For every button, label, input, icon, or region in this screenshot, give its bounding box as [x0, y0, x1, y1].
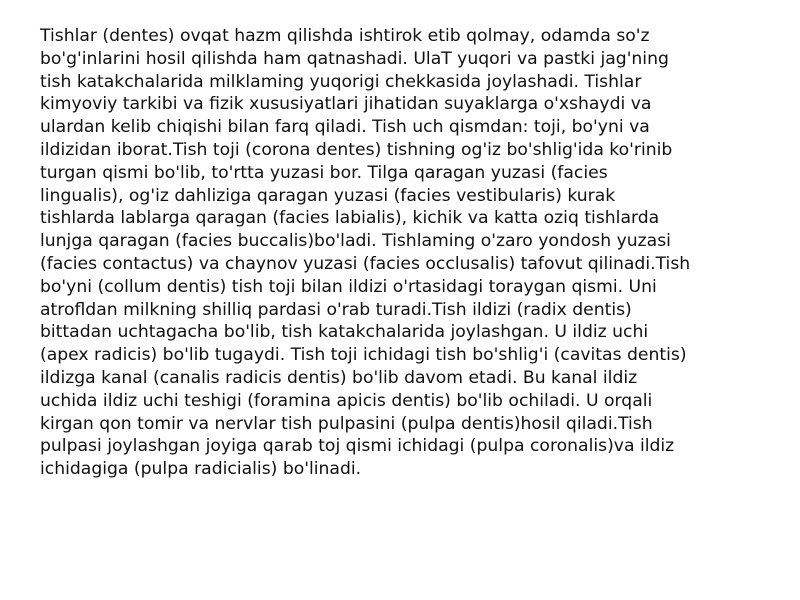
paragraph-line: kirgan qon tomir va nervlar tish pulpasini (pulpa dentis)hosil qiladi.Tish	[40, 413, 653, 434]
paragraph-line: uchida ildiz uchi teshigi (foramina apicis dentis) bo'lib ochiladi. U orqali	[40, 390, 653, 411]
paragraph-line: bittadan uchtagacha bo'lib, tish katakchalarida joylashgan. U ildiz uchi	[40, 322, 649, 343]
paragraph-line: tish katakchalarida milklaming yuqorigi chekkasida joylashadi. Tishlar	[40, 71, 642, 92]
paragraph-line: ildizga kanal (canalis radicis dentis) bo'lib davom etadi. Bu kanal ildiz	[40, 367, 638, 388]
paragraph-line: Tishlar (dentes) ovqat hazm qilishda ishtirok etib qolmay, odamda so'z	[40, 26, 650, 46]
paragraph-line: (apex radicis) bo'lib tugaydi. Tish toji ichidagi tish bo'shlig'i (cavitas dentis)	[40, 345, 687, 366]
paragraph-line: bo'yni (collum dentis) tish toji bilan ildizi o'rtasidagi toraygan qismi. Uni	[40, 276, 657, 297]
paragraph-line: pulpasi joylashgan joyiga qarab toj qismi ichidagi (pulpa coronalis)va ildiz	[40, 436, 675, 457]
paragraph-line: ichidagiga (pulpa radicialis) bo'linadi.	[40, 459, 362, 480]
paragraph-line: ulardan kelib chiqishi bilan farq qiladi. Tish uch qismdan: toji, bo'yni va	[40, 117, 650, 138]
paragraph-line: lingualis), og'iz dahliziga qaragan yuzasi (facies vestibularis) kurak	[40, 185, 616, 206]
paragraph-line: (facies contactus) va chaynov yuzasi (facies occlusalis) tafovut qilinadi.Tish	[40, 253, 691, 274]
body-paragraph	[40, 25, 775, 481]
paragraph-line: turgan qismi bo'lib, to'rtta yuzasi bor. Tilga qaragan yuzasi (facies	[40, 162, 608, 183]
paragraph-line: atrofldan milkning shilliq pardasi o'rab turadi.Tish ildizi (radix dentis)	[40, 299, 632, 320]
paragraph-line: ildizidan iborat.Tish toji (corona dentes) tishning og'iz bo'shlig'ida ko'rinib	[40, 139, 673, 160]
paragraph-line: lunjga qaragan (facies buccalis)bo'ladi. Tishlaming o'zaro yondosh yuzasi	[40, 231, 671, 252]
paragraph-line: bo'g'inlarini hosil qilishda ham qatnashadi. UlaT yuqori va pastki jag'ning	[40, 48, 669, 69]
paragraph-line: tishlarda lablarga qaragan (facies labialis), kichik va katta oziq tishlarda	[40, 208, 660, 229]
paragraph-line: kimyoviy tarkibi va fizik xususiyatlari jihatidan suyaklarga o'xshaydi va	[40, 94, 652, 115]
